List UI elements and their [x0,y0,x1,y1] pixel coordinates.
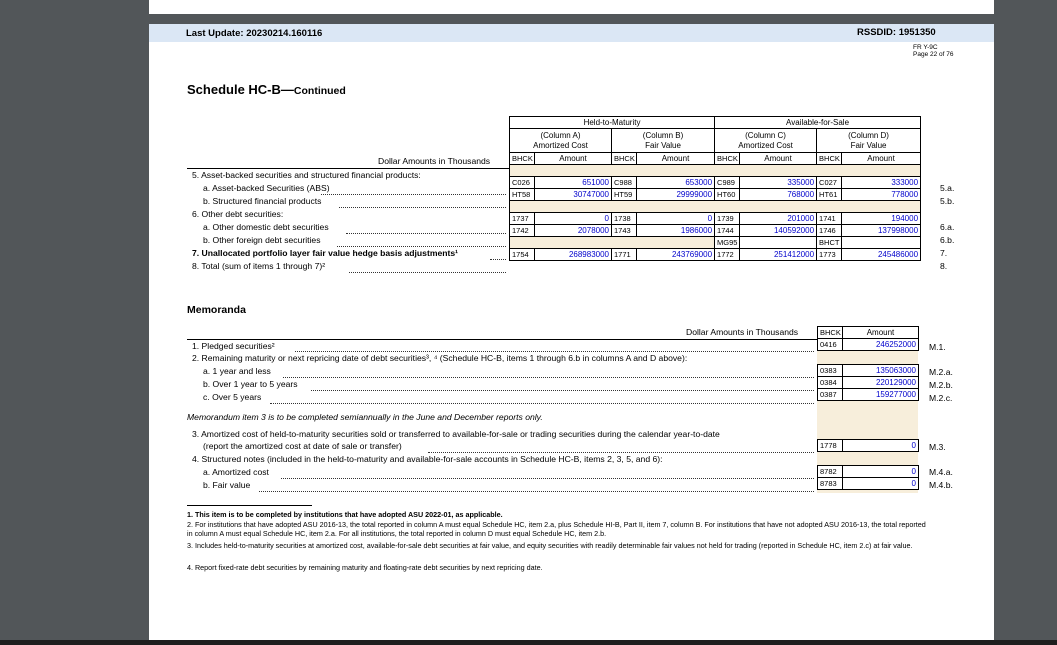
page-title: Schedule HC-B—Continued [187,82,346,97]
line-ref: M.4.a. [929,467,953,477]
amount-cell[interactable]: 0 [637,213,715,225]
shaded-row [510,165,921,177]
footnote-4: 4. Report fixed-rate debt securities by remaining maturity and floating-rate debt securities by next repricing date. [187,563,543,572]
amount-header: Amount [740,153,817,165]
row-label: a. Other domestic debt securities [203,222,329,232]
amount-cell[interactable]: 194000 [842,213,921,225]
bhck-header: BHCK [612,153,637,165]
amount-cell[interactable]: 201000 [740,213,817,225]
line-ref: M.1. [929,342,946,352]
line-ref: 5.a. [940,183,955,193]
footnote-2: 2. For institutions that have adopted ASU 2016-13, the total reported in column A must equal Schedule HC, item 2.a, plus Schedule HI-B, Part II, item 7, column B. For institutions that have not adopted ASU 2016-13, the total reported in column A must equal Schedule HC, item 2.a. For all institutions, the total reported in column D must equal Schedule HC, item 2.b. [187,520,926,538]
amount-cell[interactable]: 140592000 [740,225,817,237]
memo-maturity-table: 0383 135063000 0384 220129000 0387 159277000 [817,364,919,401]
memo-label: (report the amortized cost at date of sale or transfer) [203,441,402,451]
amount-cell[interactable]: 29999000 [637,189,715,201]
line-ref: 5.b. [940,196,955,206]
group-header-afs: Available-for-Sale [715,117,921,129]
table-row: 1742 2078000 1743 1986000 1744 140592000 1746 137998000 [510,225,921,237]
amount-cell[interactable]: 30747000 [535,189,612,201]
row-label: 8. Total (sum of items 1 through 7)² [192,261,326,271]
memo-label: a. 1 year and less [203,366,271,376]
amount-cell[interactable]: 768000 [740,189,817,201]
amount-cell[interactable]: 137998000 [842,225,921,237]
row-label: b. Other foreign debt securities [203,235,321,245]
amount-cell[interactable]: 651000 [535,177,612,189]
row-label: a. Asset-backed Securities (ABS) [203,183,330,193]
bhck-header: BHCK [715,153,740,165]
row-label: 7. Unallocated portfolio layer fair value hedge basis adjustments¹ [192,248,458,258]
last-update: Last Update: 20230214.160116 [186,28,323,39]
memo-item4-table: 8782 0 8783 0 [817,465,919,490]
amount-header: Amount [842,153,921,165]
table-row: C026 651000 C988 653000 C989 335000 C027 333000 [510,177,921,189]
amount-cell[interactable]: 0 [843,440,919,452]
line-ref: 6.b. [940,235,955,245]
memo-label: 1. Pledged securities² [192,341,275,351]
amount-cell[interactable]: 243769000 [637,249,715,261]
line-ref: 6.a. [940,222,955,232]
bhck-header: BHCK [817,153,842,165]
amount-cell[interactable]: 0 [843,466,919,478]
row-label: b. Structured financial products [203,196,322,206]
memo-label: b. Fair value [203,480,251,490]
dollar-amounts-label: Dollar Amounts in Thousands [686,327,799,337]
column-a-header: (Column A) Amortized Cost [510,129,612,153]
column-c-header: (Column C) Amortized Cost [715,129,817,153]
viewer-bottom-bar [0,640,1057,645]
amount-cell[interactable]: 251412000 [740,249,817,261]
bhck-header: BHCK [510,153,535,165]
securities-table [509,116,921,261]
page-gap [149,14,994,24]
amount-cell[interactable]: 333000 [842,177,921,189]
line-ref: M.2.a. [929,367,953,377]
column-b-header: (Column B) Fair Value [612,129,715,153]
rssdid: RSSDID: 1951350 [857,27,936,38]
amount-header: Amount [535,153,612,165]
amount-cell[interactable]: 778000 [842,189,921,201]
memo-header: BHCK Amount 0416 246252000 [817,326,919,351]
amount-cell[interactable]: 0 [843,478,919,490]
amount-cell[interactable]: 159277000 [843,389,919,401]
amount-cell[interactable]: 268983000 [535,249,612,261]
table-row: 1754 268983000 1771 243769000 1772 251412000 1773 245486000 [510,249,921,261]
memo-label: a. Amortized cost [203,467,269,477]
row-label: 6. Other debt securities: [192,209,284,219]
line-ref: 8. [940,261,948,271]
shaded-row [510,201,921,213]
amount-header: Amount [637,153,715,165]
group-header-htm: Held-to-Maturity [510,117,715,129]
report-page [149,0,994,640]
line-ref: M.3. [929,442,946,452]
line-ref: 7. [940,248,948,258]
table-row: HT58 30747000 HT59 29999000 HT60 768000 HT61 778000 [510,189,921,201]
memo-item3-table: 1778 0 [817,439,919,452]
memo-label: 3. Amortized cost of held-to-maturity securities sold or transferred to available-for-sale or trading securities during the calendar year-to-date [192,429,720,439]
footnote-3: 3. Includes held-to-maturity securities at amortized cost, available-for-sale debt securities at fair value, and equity securities with readily determinable fair values not held for trading (reported in Schedule HC, item 2.c) at fair value. [187,541,913,550]
amount-cell[interactable]: 2078000 [535,225,612,237]
table-row: MG95 BHCT [510,237,921,249]
amount-cell[interactable]: 245486000 [842,249,921,261]
amount-cell[interactable]: 220129000 [843,377,919,389]
memo-label: 2. Remaining maturity or next repricing date of debt securities³, ⁴ (Schedule HC-B, items 1 through 6.b in columns A and D above): [192,353,688,363]
amount-cell[interactable] [842,237,921,249]
footnote-divider [187,505,312,506]
amount-cell[interactable]: 0 [535,213,612,225]
amount-cell[interactable]: 1986000 [637,225,715,237]
footnote-1: 1. This item is to be completed by institutions that have adopted ASU 2022-01, as applicable. [187,510,503,519]
amount-cell[interactable]: 335000 [740,177,817,189]
memoranda-title: Memoranda [187,304,246,316]
line-ref: M.2.b. [929,380,953,390]
column-d-header: (Column D) Fair Value [817,129,921,153]
row-label: 5. Asset-backed securities and structured financial products: [192,170,421,180]
amount-cell[interactable]: 653000 [637,177,715,189]
amount-cell[interactable]: 135063000 [843,365,919,377]
dollar-amounts-label: Dollar Amounts in Thousands [378,156,491,166]
table-row: 1737 0 1738 0 1739 201000 1741 194000 [510,213,921,225]
memo-label: c. Over 5 years [203,392,262,402]
form-name: FR Y-9C [913,44,938,51]
amount-cell[interactable]: 246252000 [843,339,919,351]
page-number: Page 22 of 76 [913,51,954,58]
memo-label: 4. Structured notes (included in the held-to-maturity and available-for-sale accounts in Schedule HC-B, items 2, 3, 5, and 6): [192,454,663,464]
line-ref: M.4.b. [929,480,953,490]
memo-label: b. Over 1 year to 5 years [203,379,298,389]
memo-note: Memorandum item 3 is to be completed semiannually in the June and December reports only. [187,412,543,422]
amount-cell[interactable] [740,237,817,249]
line-ref: M.2.c. [929,393,953,403]
